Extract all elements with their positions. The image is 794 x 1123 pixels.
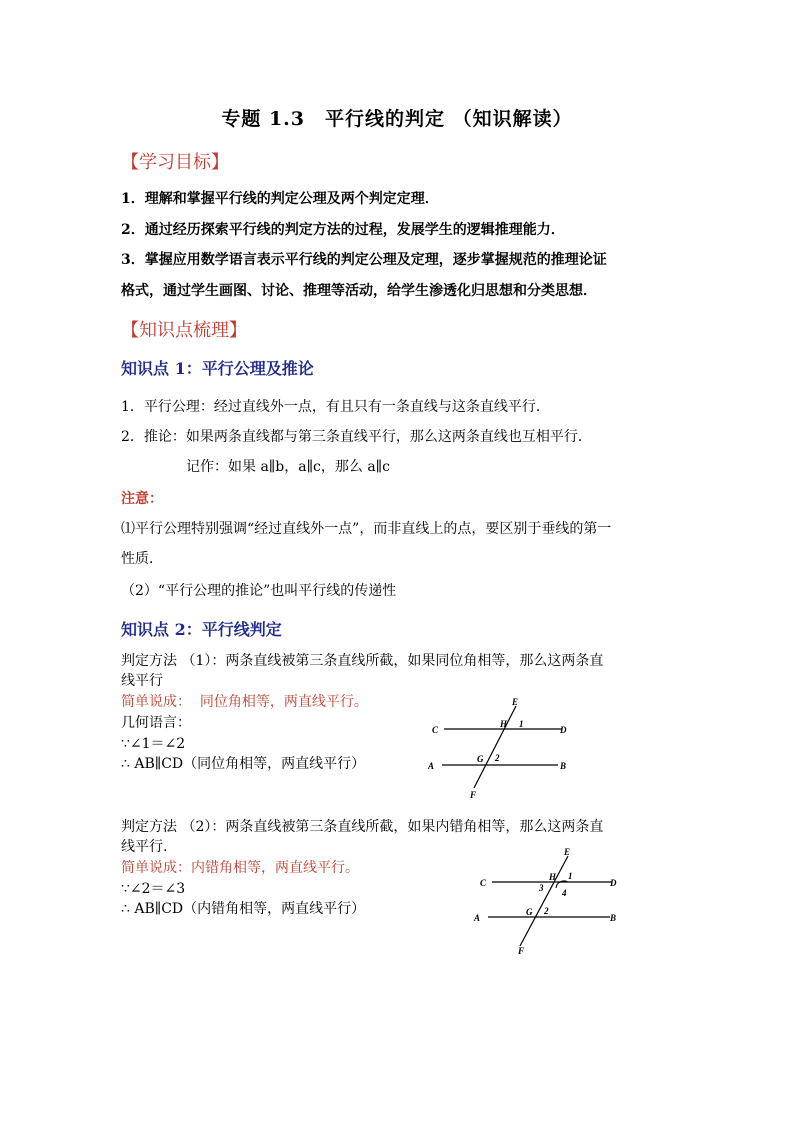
kp1-line1: 1．平行公理：经过直线外一点，有且只有一条直线与这条直线平行． (121, 399, 550, 415)
label-G: G (526, 907, 533, 917)
label-B: B (610, 913, 617, 923)
note1-line: 性质． (121, 551, 163, 567)
method1-heading: 判定方法 （1）：两条直线被第三条直线所截，如果同位角相等，那么这两条直 (121, 653, 604, 669)
method1-heading-cont: 线平行 (121, 673, 163, 689)
kp2-title: 知识点 2：平行线判定 (121, 620, 282, 639)
label-1: 1 (519, 719, 524, 729)
method1-since: ∵∠1＝∠2 (121, 736, 186, 752)
figure-alternate-angles (468, 842, 628, 957)
method2-therefore: ∴ AB∥CD（内错角相等，两直线平行） (121, 901, 366, 917)
label-D: D (560, 725, 567, 735)
label-F: F (470, 790, 477, 800)
label-C: C (480, 878, 487, 888)
note2-line: （2）“平行公理的推论”也叫平行线的传递性 (121, 583, 397, 599)
label-E: E (564, 847, 571, 857)
kp1-notation: 记作：如果 a∥b，a∥c，那么 a∥c (186, 459, 390, 475)
method1-simple: 简单说成： 同位角相等，两直线平行。 (121, 694, 368, 710)
label-H: H (549, 872, 557, 882)
goal-item: 3．掌握应用数学语言表示平行线的判定公理及定理，逐步掌握规范的推理论证 (121, 252, 607, 268)
outline-heading: 【知识点梳理】 (121, 320, 247, 341)
label-4: 4 (562, 888, 567, 898)
learning-goals-heading: 【学习目标】 (121, 152, 229, 173)
label-3: 3 (539, 883, 544, 893)
goal-item: 格式，通过学生画图、讨论、推理等活动，给学生渗透化归思想和分类思想． (121, 283, 597, 299)
kp1-line2: 2．推论：如果两条直线都与第三条直线平行，那么这两条直线也互相平行． (121, 429, 592, 445)
method1-therefore: ∴ AB∥CD（同位角相等，两直线平行） (121, 756, 366, 772)
goal-item: 1．理解和掌握平行线的判定公理及两个判定定理． (121, 191, 439, 207)
label-D: D (610, 878, 617, 888)
label-H: H (500, 719, 508, 729)
note1-line: ⑴平行公理特别强调“经过直线外一点”，而非直线上的点，要区别于垂线的第一 (121, 521, 612, 537)
label-G: G (477, 754, 484, 764)
label-2: 2 (495, 753, 500, 763)
label-E: E (512, 697, 519, 707)
kp1-title: 知识点 1：平行公理及推论 (121, 359, 314, 378)
label-F: F (518, 946, 525, 956)
page-title: 专题 1.3 平行线的判定 （知识解读） (221, 108, 573, 130)
label-1: 1 (568, 871, 573, 881)
goal-item: 2．通过经历探索平行线的判定方法的过程，发展学生的逻辑推理能力． (121, 222, 565, 238)
figure-corresponding-angles (420, 692, 580, 802)
method1-geo-label: 几何语言： (121, 715, 191, 731)
method2-heading: 判定方法 （2）：两条直线被第三条直线所截，如果内错角相等，那么这两条直 (121, 819, 604, 835)
label-A: A (474, 913, 481, 923)
method2-since: ∵∠2＝∠3 (121, 881, 186, 897)
label-C: C (432, 725, 439, 735)
method2-heading-cont: 线平行. (121, 839, 168, 855)
label-A: A (428, 761, 435, 771)
label-B: B (560, 761, 567, 771)
note-label: 注意： (121, 491, 163, 507)
method2-simple: 简单说成：内错角相等，两直线平行。 (121, 860, 359, 876)
label-2: 2 (544, 906, 549, 916)
